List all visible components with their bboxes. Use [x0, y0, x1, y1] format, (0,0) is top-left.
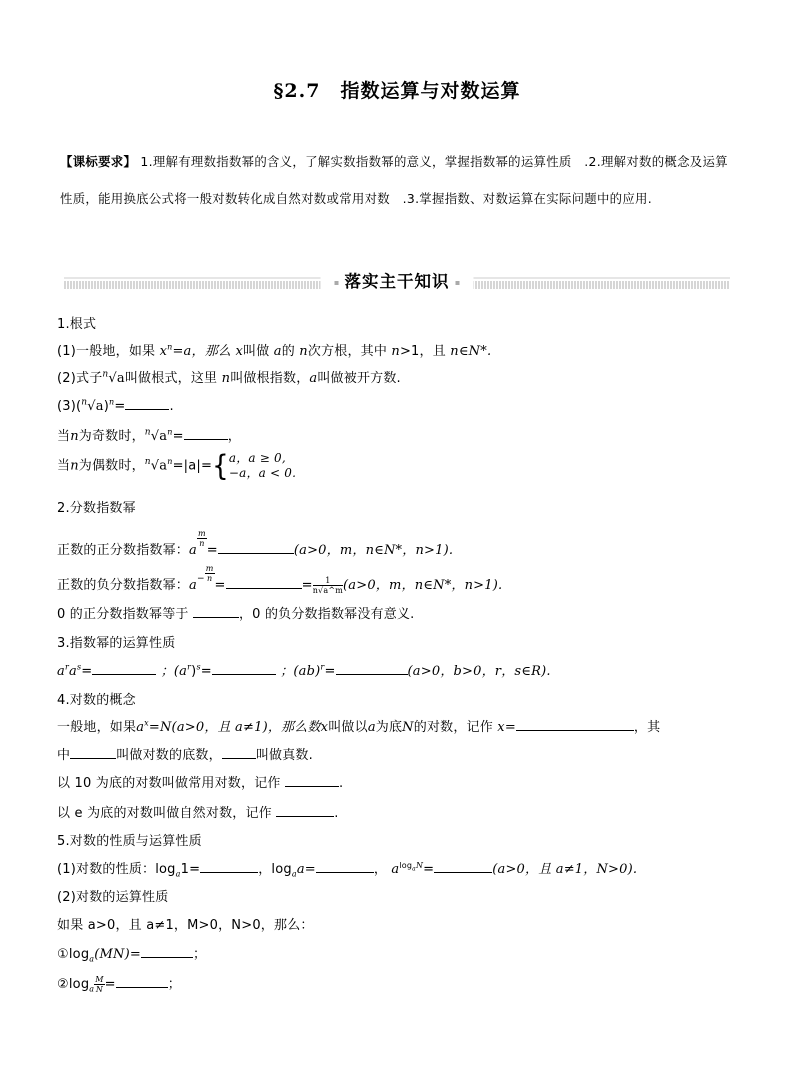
- log-exponent: [399, 860, 424, 873]
- var-x: x: [235, 344, 244, 359]
- text: =N(a>0，且 a≠1)，那么数: [148, 720, 321, 735]
- s2-line-3: [57, 603, 415, 622]
- text: 一般地，如果: [57, 720, 137, 735]
- text: =: [200, 664, 212, 679]
- numerator: m: [205, 564, 214, 573]
- s5-line-4: [57, 943, 206, 964]
- text: .: [169, 399, 174, 414]
- answer-blank[interactable]: [212, 662, 276, 675]
- text: ，: [227, 429, 241, 444]
- s4-line-1: [57, 716, 660, 735]
- denominator: n√a^m: [312, 586, 344, 595]
- text: 叫做真数.: [255, 748, 313, 763]
- set-expr: n∈N*.: [450, 344, 492, 359]
- log-text: log: [399, 860, 413, 870]
- var-a: a: [189, 543, 197, 558]
- var-N: N: [415, 860, 424, 870]
- exp-n: n: [109, 397, 115, 407]
- var-n: n: [391, 344, 400, 359]
- text: 为底: [375, 720, 403, 735]
- var-n: n: [299, 344, 308, 359]
- section-banner: [64, 268, 730, 294]
- text: =: [301, 578, 313, 593]
- text: 叫做对数的底数，: [116, 748, 222, 763]
- text: 正数的负分数指数幂：: [57, 578, 190, 593]
- text: 的: [281, 344, 295, 359]
- exp-r: r: [187, 662, 192, 672]
- answer-blank[interactable]: [276, 804, 334, 817]
- text: 当: [57, 458, 71, 474]
- answer-blank[interactable]: [222, 746, 256, 759]
- radical: √a: [87, 399, 104, 414]
- text: .: [334, 806, 339, 821]
- s4-line-3: [57, 772, 343, 791]
- text: ，0 的负分数指数幂没有意义.: [238, 607, 415, 622]
- exp-n: n: [167, 427, 173, 437]
- var-x: x=: [497, 720, 516, 735]
- exp-x: x: [144, 718, 149, 728]
- text: 的对数，记作: [413, 720, 493, 735]
- var-n: n: [70, 429, 79, 444]
- numerator: m: [197, 529, 206, 538]
- text: 当: [57, 429, 71, 444]
- var-a: a: [391, 862, 400, 877]
- var-a: a: [136, 720, 145, 735]
- text: =: [423, 862, 435, 877]
- answer-blank[interactable]: [141, 945, 193, 958]
- var-x: x: [159, 344, 168, 359]
- s2-line-1: [57, 529, 453, 558]
- base-a: a: [89, 954, 95, 964]
- requirements-text: 1.理解有理数指数幂的含义，了解实数指数幂的意义，掌握指数幂的运算性质 .2.理解对数的概念及运算性质，能用换底公式将一般对数转化成自然对数或常用对数 .3.掌握指数、对数运算在实际问题中的应用.: [60, 154, 728, 206]
- text: (1)对数的性质：log: [57, 862, 176, 877]
- text: 以 10 为底的对数叫做常用对数，记作: [57, 776, 281, 791]
- answer-blank[interactable]: [200, 860, 258, 873]
- answer-blank[interactable]: [285, 774, 339, 787]
- base-a: a: [412, 865, 416, 873]
- var-a: a: [57, 664, 65, 679]
- denominator: n: [199, 539, 205, 548]
- text: 0 的正分数指数幂等于: [57, 607, 189, 622]
- text: =|a|=: [172, 458, 213, 474]
- s2-line-2: [57, 564, 502, 595]
- exp-r: r: [320, 662, 325, 672]
- var-a: a: [309, 371, 318, 386]
- text: =: [104, 977, 116, 992]
- text: =: [324, 664, 336, 679]
- text: .: [338, 776, 344, 791]
- answer-blank[interactable]: [516, 718, 634, 731]
- var-n: n: [221, 371, 231, 386]
- text: 叫做根指数，: [230, 371, 310, 386]
- banner-text: 落实主干知识: [344, 272, 450, 291]
- page-title: §2.7 指数运算与对数运算: [273, 80, 521, 102]
- exp-s: s: [196, 662, 201, 672]
- answer-blank[interactable]: [193, 605, 239, 618]
- answer-blank[interactable]: [218, 541, 294, 554]
- section-5-heading: 5.对数的性质与运算性质: [57, 834, 202, 849]
- s1-line-1: [57, 340, 491, 359]
- text: (2)式子: [57, 371, 103, 386]
- exp-fraction: [197, 529, 207, 548]
- s5-line-3: [57, 914, 314, 933]
- radical: √a: [108, 371, 125, 386]
- base-a: a: [89, 984, 95, 994]
- text: =: [114, 399, 126, 414]
- reciprocal-fraction: [313, 576, 343, 595]
- exp-r: r: [64, 662, 69, 672]
- root-index: n: [144, 427, 151, 438]
- s1-line-5: [57, 451, 296, 481]
- text: 如果 a>0，且 a≠1，M>0，N>0，那么：: [57, 918, 314, 933]
- text: ，: [373, 862, 388, 877]
- text: (3)(: [57, 399, 82, 414]
- denominator: N: [95, 985, 104, 994]
- condition: (a>0，m，n∈N*，n>1).: [343, 578, 503, 593]
- requirements-tag: 【课标要求】: [60, 154, 137, 169]
- s1-line-4: [57, 425, 241, 444]
- numerator: M: [95, 975, 104, 984]
- exp-s: s: [76, 662, 82, 672]
- s4-line-4: [57, 802, 339, 821]
- var-a: a: [273, 344, 282, 359]
- root-index: n: [81, 397, 88, 408]
- denominator: n: [206, 574, 213, 583]
- text: ；: [193, 947, 207, 962]
- var-a: a: [68, 664, 77, 679]
- case-2: −a，a < 0.: [228, 466, 297, 480]
- text: >1，且: [399, 344, 446, 359]
- base-a: a: [291, 869, 297, 879]
- base-a: a: [175, 869, 181, 879]
- answer-blank[interactable]: [92, 662, 156, 675]
- text: 为偶数时，: [78, 458, 145, 474]
- radical: √a: [150, 458, 168, 474]
- text: =: [172, 429, 184, 444]
- text: ): [191, 664, 197, 679]
- exp-fraction: [205, 564, 215, 583]
- condition: (a>0，且 a≠1，N>0).: [492, 862, 638, 877]
- text: a=: [296, 862, 316, 877]
- var-n: n: [70, 458, 79, 474]
- text: ；(a: [160, 664, 188, 679]
- var-a: a: [189, 578, 197, 593]
- section-1-heading: 1.根式: [57, 317, 97, 332]
- text: =a，那么: [172, 344, 232, 359]
- var-N: N: [402, 720, 414, 735]
- s3-line-1: [57, 660, 551, 679]
- text: 1=: [180, 862, 201, 877]
- banner-label: [321, 268, 474, 292]
- minus: −: [196, 574, 205, 584]
- text: 叫做以: [328, 720, 368, 735]
- numerator: 1: [313, 576, 343, 586]
- answer-blank[interactable]: [434, 860, 492, 873]
- text: ；(ab): [280, 664, 321, 679]
- text: =: [214, 578, 226, 593]
- text: ): [103, 399, 110, 414]
- section-4-heading: 4.对数的概念: [57, 693, 136, 708]
- s5-line-1: [57, 858, 637, 879]
- text: 叫做被开方数.: [317, 371, 401, 386]
- section-3-heading: 3.指数幂的运算性质: [57, 636, 176, 651]
- root-index: n: [144, 457, 151, 468]
- answer-blank[interactable]: [125, 397, 169, 410]
- answer-blank[interactable]: [226, 576, 302, 589]
- text: 以 e 为底的对数叫做自然对数，记作: [57, 806, 272, 821]
- text: 叫做: [243, 344, 270, 359]
- answer-blank[interactable]: [336, 662, 408, 675]
- radical: √a: [150, 429, 168, 444]
- s1-line-2: [57, 367, 401, 386]
- answer-blank[interactable]: [116, 975, 168, 988]
- exp-n: n: [167, 457, 173, 467]
- s1-line-3: [57, 397, 174, 414]
- log-fraction: [94, 975, 104, 994]
- answer-blank[interactable]: [70, 746, 116, 759]
- text: =: [81, 664, 93, 679]
- s4-line-2: [57, 744, 313, 763]
- text: 次方根，其中: [307, 344, 388, 359]
- text: 中: [57, 748, 71, 763]
- s5-line-5: [57, 973, 181, 994]
- text: 正数的正分数指数幂：: [57, 543, 190, 558]
- case-1: a，a ≥ 0,: [228, 451, 286, 465]
- text: ，其: [633, 720, 661, 735]
- condition: (a>0，m，n∈N*，n>1).: [293, 543, 454, 558]
- text: (1)一般地，如果: [57, 344, 156, 359]
- curriculum-requirements: [60, 143, 735, 217]
- s5-line-2: (2)对数的运算性质: [57, 890, 169, 905]
- condition: (a>0，b>0，r，s∈R).: [407, 664, 551, 679]
- var-x: x: [320, 720, 329, 735]
- answer-blank[interactable]: [316, 860, 374, 873]
- text: ；: [167, 977, 181, 992]
- brace-icon: {: [212, 449, 229, 483]
- root-index: n: [102, 369, 109, 380]
- section-2-heading: 2.分数指数幂: [57, 501, 136, 516]
- text: ②log: [57, 977, 90, 992]
- piecewise-cases: [229, 451, 296, 481]
- var-a: a: [367, 720, 376, 735]
- answer-blank[interactable]: [184, 427, 228, 440]
- text: ，log: [258, 862, 292, 877]
- exp-n: n: [167, 342, 173, 352]
- text: ①log: [57, 947, 90, 962]
- text: (MN)=: [94, 947, 141, 962]
- text: 叫做根式，这里: [124, 371, 218, 386]
- text: =: [206, 543, 218, 558]
- text: 为奇数时，: [78, 429, 145, 444]
